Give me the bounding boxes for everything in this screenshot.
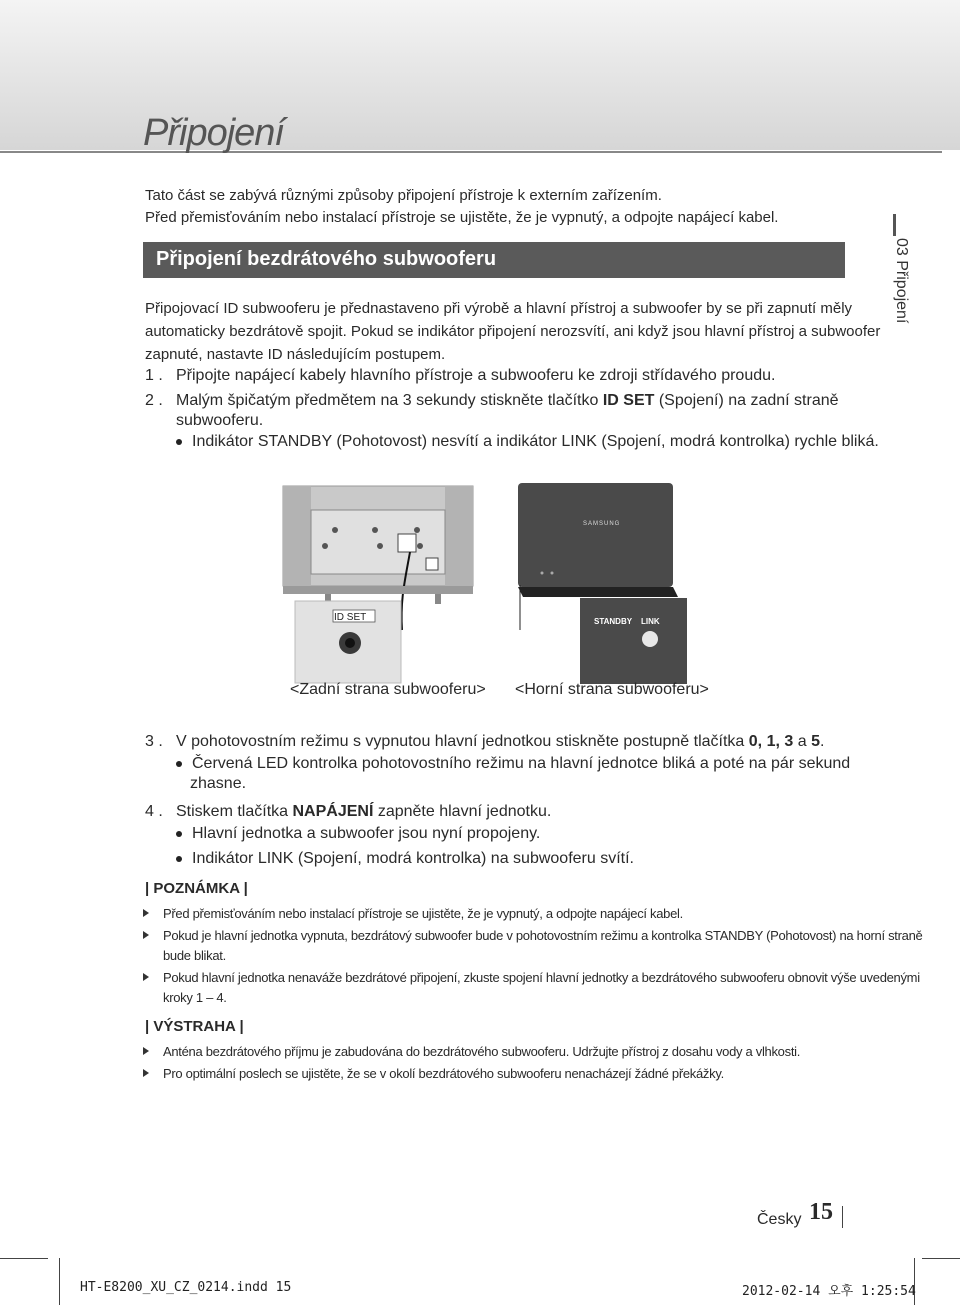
section-title: Připojení bezdrátového subwooferu [156,248,497,270]
intro-line-1: Tato část se zabývá různými způsoby připojení přístroje k externím zařízením. [145,187,662,204]
step-number: 3 . [145,733,163,750]
arrow-icon [143,1047,149,1055]
step-3-keys: 0, 1, 3 [748,733,794,750]
arrow-icon [143,909,149,917]
step-1-text: Připojte napájecí kabely hlavního přístroje a subwooferu ke zdroji střídavého proudu. [176,367,776,384]
caution-item [163,1041,800,1062]
note-item-cont: bude blikat. [163,948,226,963]
step-2-bullet: Indikátor STANDBY (Pohotovost) nesvítí a indikátor LINK (Spojení, modrá kontrolka) rychle bliká. [176,432,879,451]
body-line-1: Připojovací ID subwooferu je přednastaveno při výrobě a hlavní přístroj a subwoofer by se při zapnutí měly [145,300,853,317]
caution-item [163,1063,724,1084]
step-2-text-a: Malým špičatým předmětem na 3 sekundy stiskněte tlačítko [176,392,603,409]
section-header [143,242,845,278]
arrow-icon [143,931,149,939]
subwoofer-rear-panel [311,510,445,574]
step-3-text [176,732,824,751]
note-text: Pokud hlavní jednotka nenaváže bezdrátové připojení, zkuste spojení hlavní jednotky a bezdrátového subwooferu obnovit výše uvedenými [163,970,920,985]
id-set-button-ref: ID SET [602,392,655,409]
step-3-bullet: Červená LED kontrolka pohotovostního režimu na hlavní jednotce bliká a poté na pár sekund [176,754,850,773]
step-number: 2 . [145,392,163,409]
note-item-cont: kroky 1 – 4. [163,990,227,1005]
note-text: Pokud je hlavní jednotka vypnuta, bezdrátový subwoofer bude v pohotovostním režimu a kontrolka STANDBY (Pohotovost) na horní straně [163,928,923,943]
page-title: Připojení [143,112,284,154]
step-3-text-a: V pohotovostním režimu s vypnutou hlavní jednotkou stiskněte postupně tlačítka [176,733,749,750]
caption-top: <Horní strana subwooferu> [515,681,709,698]
step-3-text-c: a [793,733,812,750]
page-number-rule [842,1206,843,1228]
print-file-info: HT-E8200_XU_CZ_0214.indd 15 [80,1280,292,1295]
link-label: LINK [641,617,660,626]
brand-logo: SAMSUNG [583,521,621,527]
step-2-text-cont: subwooferu. [176,412,264,429]
note-item [163,925,922,946]
crop-mark [922,1258,960,1259]
step-2-text [176,391,839,410]
standby-label: STANDBY [594,617,633,626]
link-led [642,631,658,647]
step-3-key-5: 5 [811,733,820,750]
arrow-icon [143,1069,149,1077]
chapter-tab-marker [893,214,896,236]
step-4-text-c: zapněte hlavní jednotku. [373,803,552,820]
crop-mark [0,1258,48,1259]
step-2-text-c: (Spojení) na zadní straně [654,392,839,409]
note-item [163,903,683,924]
step-4-text-a: Stiskem tlačítka [176,803,293,820]
indicator-callout [580,598,687,684]
language-label: Česky [757,1211,802,1228]
crop-mark [59,1258,60,1305]
page-number: 15 [809,1199,833,1225]
step-3-bullet-cont: zhasne. [190,775,247,792]
print-timestamp: 2012-02-14 오후 1:25:54 [742,1284,916,1299]
body-line-3: zapnuté, nastavte ID následujícím postupem. [145,346,446,363]
note-item [163,967,920,988]
caution-text: Anténa bezdrátového příjmu je zabudována do bezdrátového subwooferu. Udržujte přístroj z dosahu vody a vlhkosti. [163,1044,801,1059]
header-rule [0,151,942,153]
arrow-icon [143,973,149,981]
caution-heading: | VÝSTRAHA | [145,1018,244,1035]
step-4-text [176,802,551,821]
caption-rear: <Zadní strana subwooferu> [290,681,486,698]
step-4-bullet-1: Hlavní jednotka a subwoofer jsou nyní propojeny. [176,824,540,843]
intro-line-2: Před přemisťováním nebo instalací přístroje se ujistěte, že je vypnutý, a odpojte napájecí kabel. [145,209,779,226]
chapter-tab [864,238,938,368]
power-button-ref: NAPÁJENÍ [292,803,374,820]
step-number: 4 . [145,803,163,820]
idset-label: ID SET [334,612,367,623]
step-4-bullet-2: Indikátor LINK (Spojení, modrá kontrolka) na subwooferu svítí. [176,849,634,868]
body-line-2: automaticky bezdrátově spojit. Pokud se indikátor připojení nerozsvítí, ani když jsou hlavní přístroj a subwoofer [145,323,881,340]
subwoofer-illustration [280,480,720,710]
note-heading: | POZNÁMKA | [145,880,248,897]
chapter-tab-label: 03 Připojení [893,238,910,324]
step-3-text-e: . [819,733,825,750]
subwoofer-top-body [518,483,673,587]
note-text: Před přemisťováním nebo instalací přístroje se ujistěte, že je vypnutý, a odpojte napájecí kabel. [163,906,683,921]
step-number: 1 . [145,367,163,384]
caution-text: Pro optimální poslech se ujistěte, že se v okolí bezdrátového subwooferu nenacházejí žádné překážky. [163,1066,724,1081]
